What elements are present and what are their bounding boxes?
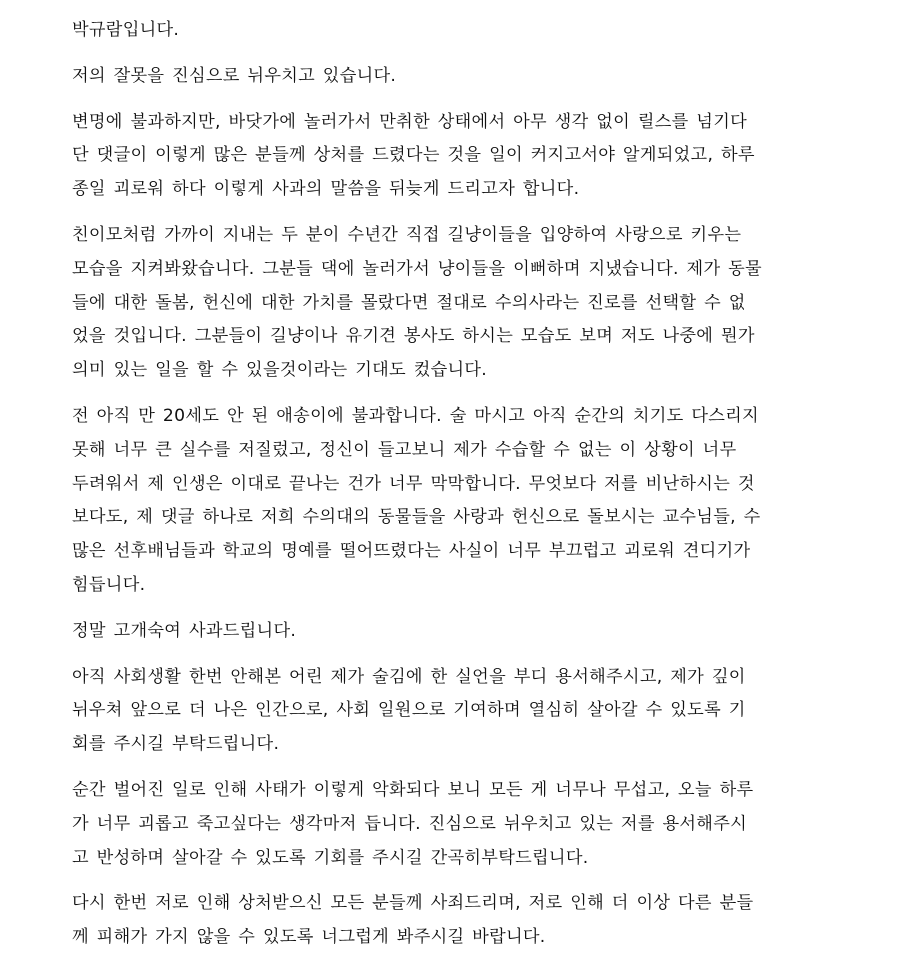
paragraph-request: 아직 사회생활 한번 안해본 어린 제가 술김에 한 실언을 부디 용서해주시고, 제가 깊이 뉘우쳐 앞으로 더 나은 인간으로, 사회 일원으로 기여하며 열심히 살아갈 수 있도록 기 회를 주시길 부탁드립니다. bbox=[72, 666, 746, 755]
paragraph-explanation: 변명에 불과하지만, 바닷가에 놀러가서 만취한 상태에서 아무 생각 없이 릴스를 넘기다 단 댓글이 이렇게 많은 분들께 상처를 드렸다는 것을 일이 커지고서야 알게되었고, 하루 종일 괴로워 하다 이렇게 사과의 말씀을 뒤늦게 드리고자 합니다. bbox=[72, 111, 755, 200]
paragraph-remorse: 저의 잘못을 진심으로 뉘우치고 있습니다. bbox=[72, 65, 397, 86]
apology-letter bbox=[72, 14, 814, 967]
paragraph-plea: 순간 벌어진 일로 인해 사태가 이렇게 악화되다 보니 모든 게 너무나 무섭고, 오늘 하루 가 너무 괴롭고 죽고싶다는 생각마저 듭니다. 진심으로 뉘우치고 있는 저를 용서해주시 고 반성하며 살아갈 수 있도록 기회를 주시길 간곡히부탁드립니다. bbox=[72, 779, 754, 868]
paragraph-closing: 다시 한번 저로 인해 상처받으신 모든 분들께 사죄드리며, 저로 인해 더 이상 다른 분들 께 피해가 가지 않을 수 있도록 너그럽게 봐주시길 바랍니다. bbox=[72, 893, 754, 948]
paragraph-background: 친이모처럼 가까이 지내는 두 분이 수년간 직접 길냥이들을 입양하여 사랑으로 키우는 모습을 지켜봐왔습니다. 그분들 댁에 놀러가서 냥이들을 이뻐하며 지냈습니다. 제가 동물 들에 대한 돌봄, 헌신에 대한 가치를 몰랐다면 절대로 수의사라는 진로를 선택할 수 없 었을 것입니다. 그분들이 길냥이나 유기견 봉사도 하시는 모습도 보며 저도 나중에 뭔가 의미 있는 일을 할 수 있을것이라는 기대도 컸습니다. bbox=[72, 224, 762, 381]
paragraph-apology: 정말 고개숙여 사과드립니다. bbox=[72, 620, 297, 641]
paragraph-greeting: 박규람입니다. bbox=[72, 20, 180, 40]
paragraph-regret: 전 아직 만 20세도 안 된 애송이에 불과합니다. 술 마시고 아직 순간의 치기도 다스리지 못해 너무 큰 실수를 저질렀고, 정신이 들고보니 제가 수습할 수 없는 이 상황이 너무 두려워서 제 인생은 이대로 끝나는 건가 너무 막막합니다. 무엇보다 저를 비난하시는 것 보다도, 제 댓글 하나로 저희 수의대의 동물들을 사랑과 헌신으로 돌보시는 교수님들, 수 많은 선후배님들과 학교의 명예를 떨어뜨렸다는 사실이 너무 부끄럽고 괴로워 견디기가 힘듭니다. bbox=[72, 405, 761, 595]
